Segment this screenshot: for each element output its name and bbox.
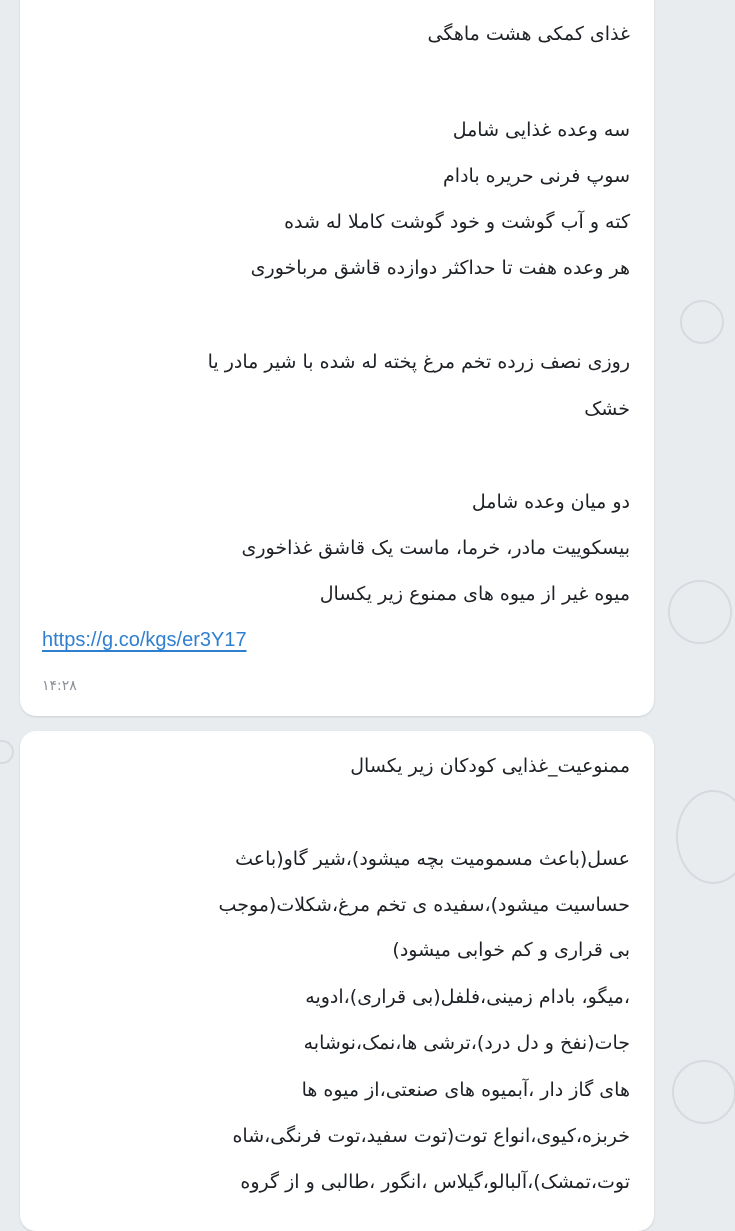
message-line: خشک (584, 398, 630, 420)
message-line: هر وعده هفت تا حداکثر دوازده قاشق مرباخوری (250, 257, 630, 279)
doodle-planet-icon (672, 1060, 735, 1124)
doodle-astronaut-icon (668, 580, 732, 644)
message-title: ممنوعیت_غذایی کودکان زیر یکسال (350, 755, 630, 777)
message-line: حساسیت میشود)،سفیده ی تخم مرغ،شکلات(موجب (218, 894, 630, 916)
message-line: بیسکوییت مادر، خرما، ماست یک قاشق غذاخوری (241, 537, 630, 559)
message-line: سه وعده غذایی شامل (452, 119, 630, 141)
message-line: ،میگو، بادام زمینی،فلفل(بی قراری)،ادویه (305, 986, 630, 1008)
message-line: های گاز دار ،آبمیوه های صنعتی،از میوه ها (301, 1079, 630, 1101)
message-line: خربزه،کیوی،انواع توت(توت سفید،توت فرنگی،شاه (232, 1125, 630, 1147)
message-line: بی قراری و کم خوابی میشود) (392, 939, 630, 961)
message-line: سوپ فرنی حریره بادام (443, 165, 630, 187)
message-link[interactable]: https://g.co/kgs/er3Y17 (42, 629, 247, 651)
message-line: دو میان وعده شامل (471, 491, 630, 513)
doodle-star-icon (0, 740, 14, 764)
message-time: ۱۴:۲۸ (42, 678, 77, 694)
message-line: کته و آب گوشت و خود گوشت کاملا له شده (284, 211, 630, 233)
message-line: توت،تمشک)،آلبالو،گیلاس ،انگور ،طالبی و از گروه (240, 1171, 630, 1193)
message-line: جات(نفخ و دل درد)،ترشی ها،نمک،نوشابه (303, 1032, 630, 1054)
message-bubble[interactable] (20, 0, 654, 716)
message-bubble[interactable] (20, 731, 654, 1231)
doodle-planet-icon (680, 300, 724, 344)
message-title: غذای کمکی هشت ماهگی (427, 23, 630, 45)
message-line: روزی نصف زرده تخم مرغ پخته له شده با شیر مادر یا (207, 351, 630, 373)
doodle-ufo-icon (676, 790, 735, 884)
message-line: میوه غیر از میوه های ممنوع زیر یکسال (319, 583, 630, 605)
message-line: عسل(باعث مسمومیت بچه میشود)،شیر گاو(باعث (235, 848, 630, 870)
